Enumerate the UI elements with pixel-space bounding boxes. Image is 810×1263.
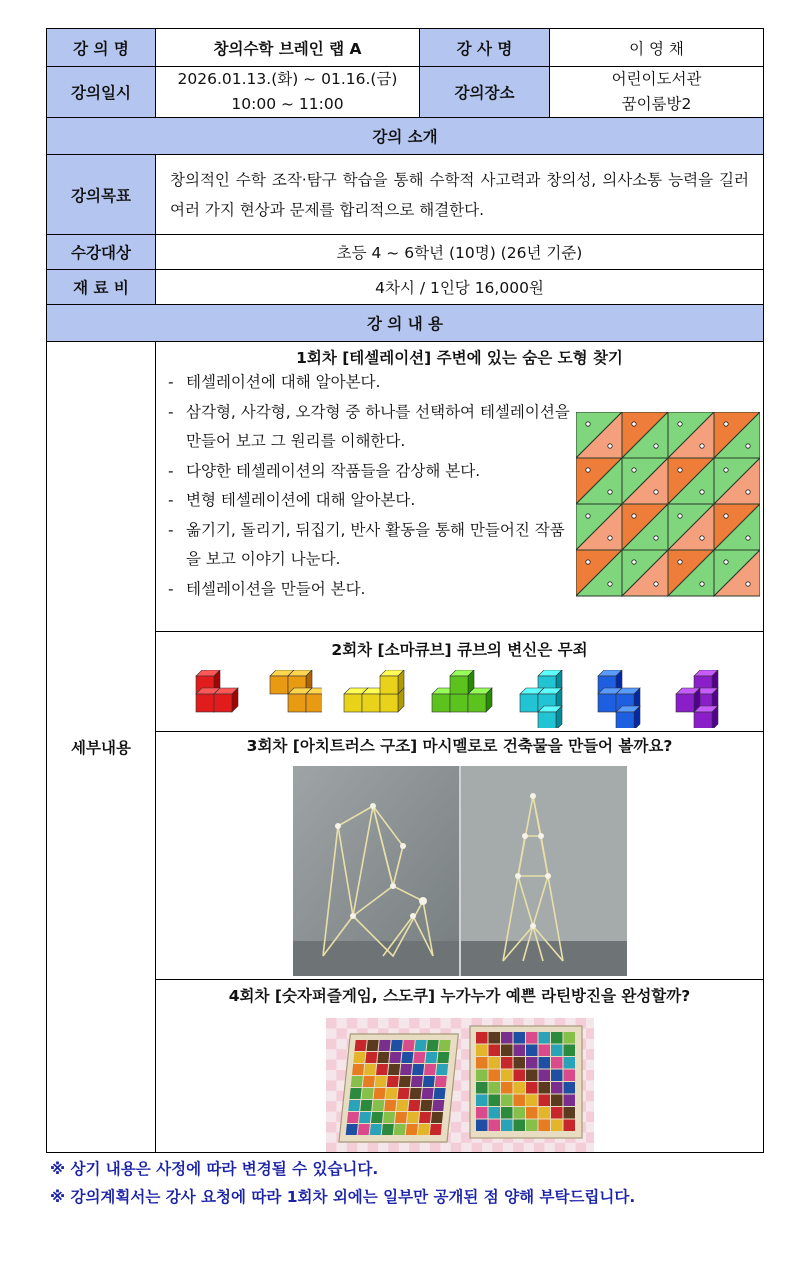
goal-text: 창의적인 수학 조작·탐구 학습을 통해 수학적 사고력과 창의성, 의사소통 능력을 길러 여러 가지 현상과 문제를 합리적으로 해결한다. [156,155,764,235]
lecture-name-label: 강 의 명 [47,29,156,67]
soma-cube-piece-cyan [516,670,576,728]
lecture-name-value: 창의수학 브레인 랩 A [156,29,420,67]
detail-label: 세부내용 [47,342,156,1153]
soma-cube-piece-red [192,670,248,728]
soma-cube-piece-orange [266,670,322,728]
lecture-plan-table [46,28,764,1153]
list-item: - 테셀레이션을 만들어 본다. [166,575,571,605]
list-item: - 다양한 테셀레이션의 작품들을 감상해 본다. [166,457,571,487]
lecture-time-line: 10:00 ~ 11:00 [231,95,344,113]
fee-label: 재 료 비 [47,270,156,305]
session-4-cell [156,980,764,1153]
marshmallow-structure-photo [156,766,763,976]
session-1-list [156,368,571,604]
lecture-place-line2: 꿈이룸방2 [621,95,692,113]
session-2-title: 2회차 [소마큐브] 큐브의 변신은 무죄 [331,641,588,659]
soma-cube-piece-green [428,670,498,728]
lecture-date-value [156,67,420,118]
fee-text: 4차시 / 1인당 16,000원 [156,270,764,305]
note-line-2: ※ 강의계획서는 강사 요청에 따라 1회차 외에는 일부만 공개된 점 양해 부탁드립니다. [50,1188,636,1206]
target-text: 초등 4 ~ 6학년 (10명) (26년 기준) [156,235,764,270]
lecture-date-label: 강의일시 [47,67,156,118]
soma-cube-piece-yellow [340,670,410,728]
session-3-cell [156,732,764,980]
session-1-cell [156,342,764,632]
goal-label: 강의목표 [47,155,156,235]
session-2-cell [156,632,764,732]
latin-square-photo [156,1018,763,1152]
soma-cube-piece-purple [672,670,728,728]
list-item: - 삼각형, 사각형, 오각형 중 하나를 선택하여 테셀레이션을 만들어 보고 그 원리를 이해한다. [166,398,571,457]
content-section-title: 강 의 내 용 [47,305,764,342]
list-item: - 변형 테셀레이션에 대해 알아본다. [166,486,571,516]
tessellation-image [576,412,760,598]
list-item: - 옮기기, 돌리기, 뒤집기, 반사 활동을 통해 만들어진 작품을 보고 이야기 나눈다. [166,516,571,575]
instructor-value: 이 영 채 [550,29,764,67]
lecture-place-value [550,67,764,118]
lecture-place-line1: 어린이도서관 [611,70,702,88]
soma-cube-piece-blue [594,670,654,728]
session-4-title: 4회차 [숫자퍼즐게임, 스도쿠] 누가누가 예쁜 라틴방진을 완성할까? [228,987,691,1005]
soma-cube-images [156,670,763,728]
session-3-title: 3회차 [아치트러스 구조] 마시멜로로 건축물을 만들어 볼까요? [246,737,673,755]
list-item: - 테셀레이션에 대해 알아본다. [166,368,571,398]
notes [50,1155,760,1211]
lecture-place-label: 강의장소 [420,67,550,118]
intro-section-title: 강의 소개 [47,118,764,155]
note-line-1: ※ 상기 내용은 사정에 따라 변경될 수 있습니다. [50,1160,379,1178]
target-label: 수강대상 [47,235,156,270]
session-1-title: 1회차 [테셀레이션] 주변에 있는 숨은 도형 찾기 [296,349,623,367]
lecture-date-line1: 2026.01.13.(화) ~ 01.16.(금) [177,70,398,88]
instructor-label: 강 사 명 [420,29,550,67]
latin-square-image [326,1018,594,1152]
marshmallow-structure-image [293,766,627,976]
